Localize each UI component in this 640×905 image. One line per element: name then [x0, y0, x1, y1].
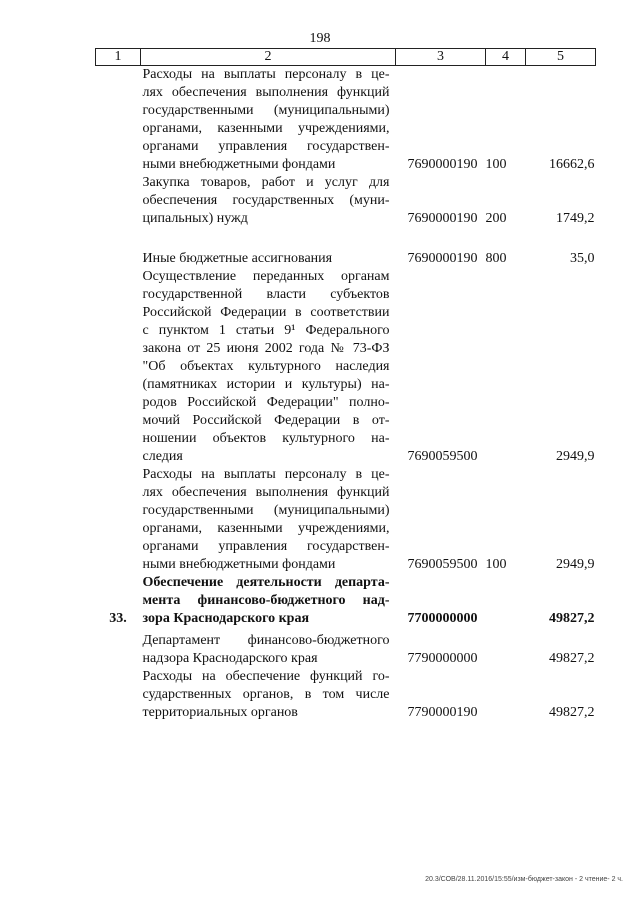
row-description: [141, 668, 396, 722]
row-description: [141, 66, 396, 175]
description-line: мочий Российской Федерации в от-: [142, 413, 390, 428]
description-line: органами, казенными учреждениями,: [142, 121, 390, 136]
expense-type-code: 800: [485, 251, 507, 266]
target-article-code: 7790000190: [407, 705, 478, 720]
table-row: [96, 174, 596, 228]
description-line: "Об объектах культурного наследия: [142, 359, 390, 374]
description-line: сударственных органов, в том числе: [142, 687, 390, 702]
row-description: [141, 228, 396, 268]
budget-table: [95, 48, 596, 722]
row-number: [96, 66, 141, 175]
table-body: [96, 66, 596, 723]
description-line: органами, казенными учреждениями,: [142, 521, 390, 536]
table-row: [96, 668, 596, 722]
row-description: [141, 574, 396, 628]
row-number: [96, 466, 141, 574]
target-article-code: 7690000190: [407, 211, 478, 226]
description-line: органами управления государствен-: [142, 539, 390, 554]
amount: 35,0: [570, 251, 595, 266]
row-number: [96, 268, 141, 466]
description-line: ными внебюджетными фондами: [142, 157, 336, 172]
target-article-code: 7700000000: [407, 611, 478, 626]
column-header-1: 1: [96, 49, 141, 66]
column-header-3: 3: [396, 49, 486, 66]
description-line: ношении объектов культурного на-: [142, 431, 390, 446]
table-row: [96, 228, 596, 268]
target-article-code: 7690059500: [407, 557, 478, 572]
description-line: Расходы на выплаты персоналу в це-: [142, 67, 390, 82]
expense-type-code: 100: [485, 157, 507, 172]
amount: 16662,6: [549, 157, 595, 172]
description-line: надзора Краснодарского края: [142, 651, 318, 666]
page-number: 198: [309, 31, 331, 46]
target-article-code: 7690059500: [407, 449, 478, 464]
description-line: государственной власти субъектов: [142, 287, 390, 302]
footer-stamp: 20.3/СОВ/28.11.2016/15:55/изм-бюджет-закон - 2 чтение- 2 ч.: [425, 876, 623, 883]
description-line: государственными (муниципальными): [142, 103, 390, 118]
amount: 2949,9: [556, 449, 595, 464]
table-row: [96, 466, 596, 574]
description-line: Департамент финансово-бюджетного: [142, 633, 390, 648]
description-line: ципальных) нужд: [142, 211, 248, 226]
amount: 49827,2: [549, 705, 595, 720]
row-number: [96, 668, 141, 722]
target-article-code: 7690000190: [407, 251, 478, 266]
column-header-2: 2: [141, 49, 396, 66]
expense-type-code: 200: [485, 211, 507, 226]
amount: 1749,2: [556, 211, 595, 226]
table-row: [96, 66, 596, 175]
row-description: [141, 268, 396, 466]
description-line: территориальных органов: [142, 705, 298, 720]
table-row: [96, 574, 596, 628]
row-description: [141, 174, 396, 228]
row-description: [141, 466, 396, 574]
table-header-row: [96, 49, 596, 66]
expense-type-code: [486, 628, 526, 668]
description-line: Иные бюджетные ассигнования: [142, 251, 333, 266]
description-line: лях обеспечения выполнения функций: [142, 485, 390, 500]
description-line: Осуществление переданных органам: [142, 269, 390, 284]
column-header-4: 4: [486, 49, 526, 66]
row-description: [141, 628, 396, 668]
target-article-code: 7690000190: [407, 157, 478, 172]
amount: 49827,2: [549, 611, 595, 626]
description-line: закона от 25 июня 2002 года № 73-ФЗ: [142, 341, 390, 356]
description-line: следия: [142, 449, 183, 464]
expense-type-code: [486, 574, 526, 628]
description-line: Закупка товаров, работ и услуг для: [142, 175, 390, 190]
expense-type-code: [486, 268, 526, 466]
description-line: Расходы на обеспечение функций го-: [142, 669, 390, 684]
description-line: государственными (муниципальными): [142, 503, 390, 518]
description-line: обеспечения государственных (муни-: [142, 193, 390, 208]
target-article-code: 7790000000: [407, 651, 478, 666]
description-line: ными внебюджетными фондами: [142, 557, 336, 572]
description-line: органами управления государствен-: [142, 139, 390, 154]
description-line: Расходы на выплаты персоналу в це-: [142, 467, 390, 482]
description-line: Российской Федерации в соответствии: [142, 305, 390, 320]
row-number: [96, 174, 141, 228]
amount: 49827,2: [549, 651, 595, 666]
amount: 2949,9: [556, 557, 595, 572]
table-row: [96, 628, 596, 668]
expense-type-code: [486, 668, 526, 722]
description-line: лях обеспечения выполнения функций: [142, 85, 390, 100]
expense-type-code: 100: [485, 557, 507, 572]
row-number: [96, 628, 141, 668]
description-line: Обеспечение деятельности департа-: [142, 575, 390, 590]
table-row: [96, 268, 596, 466]
row-number: 33.: [109, 611, 127, 626]
description-line: зора Краснодарского края: [142, 611, 310, 626]
column-header-5: 5: [526, 49, 596, 66]
row-number: [96, 228, 141, 268]
description-line: родов Российской Федерации" полно-: [142, 395, 390, 410]
description-line: (памятниках истории и культуры) на-: [142, 377, 390, 392]
description-line: мента финансово-бюджетного над-: [142, 593, 390, 608]
description-line: с пунктом 1 статьи 9¹ Федерального: [142, 323, 390, 338]
